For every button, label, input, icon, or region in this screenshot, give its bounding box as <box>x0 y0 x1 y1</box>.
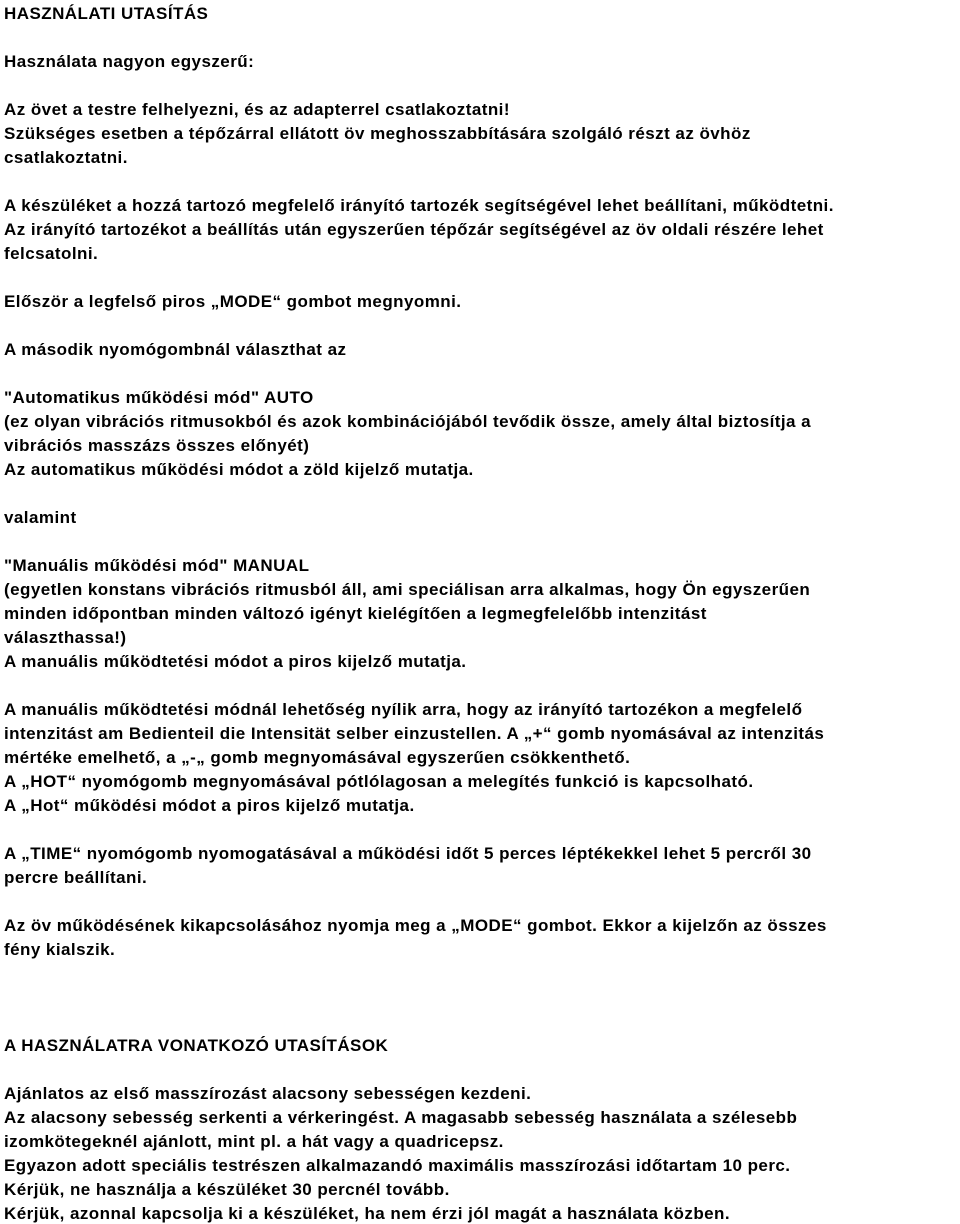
text-line: A készüléket a hozzá tartozó megfelelő irányító tartozék segítségével lehet beállítani, működtetni. <box>4 196 834 215</box>
text-line: Kérjük, ne használja a készüléket 30 percnél tovább. <box>4 1180 450 1199</box>
text-line: csatlakoztatni. <box>4 148 128 167</box>
text-line: "Manuális működési mód" MANUAL <box>4 556 310 575</box>
text-line: A manuális működtetési módot a piros kijelző mutatja. <box>4 652 467 671</box>
text-line: minden időpontban minden változó igényt kielégítően a legmegfelelőbb intenzitást <box>4 604 707 623</box>
text-line: Az öv működésének kikapcsolásához nyomja meg a „MODE“ gombot. Ekkor a kijelzőn az összes <box>4 916 827 935</box>
text-line: Az övet a testre felhelyezni, és az adapterrel csatlakoztatni! <box>4 100 510 119</box>
text-line: (ez olyan vibrációs ritmusokból és azok kombinációjából tevődik össze, amely által biztosítja a <box>4 412 812 431</box>
text-line: Az irányító tartozékot a beállítás után egyszerűen tépőzár segítségével az öv oldali részére lehet <box>4 220 824 239</box>
text-line: A „Hot“ működési módot a piros kijelző mutatja. <box>4 796 415 815</box>
text-line: mértéke emelhető, a „-„ gomb megnyomásával egyszerűen csökkenthető. <box>4 748 631 767</box>
text-line: A manuális működtetési módnál lehetőség nyílik arra, hogy az irányító tartozékon a megfelelő <box>4 700 803 719</box>
text-line: "Automatikus működési mód" AUTO <box>4 388 314 407</box>
text-line: A „HOT“ nyomógomb megnyomásával pótlólagosan a melegítés funkció is kapcsolható. <box>4 772 754 791</box>
text-line: vibrációs masszázs összes előnyét) <box>4 436 310 455</box>
text-line: Először a legfelső piros „MODE“ gombot megnyomni. <box>4 292 462 311</box>
text-line: Az alacsony sebesség serkenti a vérkeringést. A magasabb sebesség használata a szélesebb <box>4 1108 798 1127</box>
text-line: választhassa!) <box>4 628 127 647</box>
text-line: Egyazon adott speciális testrészen alkalmazandó maximális masszírozási időtartam 10 perc. <box>4 1156 791 1175</box>
text-line: Ajánlatos az első masszírozást alacsony sebességen kezdeni. <box>4 1084 532 1103</box>
text-line: Az automatikus működési módot a zöld kijelző mutatja. <box>4 460 474 479</box>
intro-heading: Használata nagyon egyszerű: <box>4 52 255 71</box>
section-heading: A HASZNÁLATRA VONATKOZÓ UTASÍTÁSOK <box>4 1036 389 1055</box>
text-line: Szükséges esetben a tépőzárral ellátott öv meghosszabbítására szolgáló részt az övhöz <box>4 124 751 143</box>
text-line: percre beállítani. <box>4 868 148 887</box>
text-line: Kérjük, azonnal kapcsolja ki a készüléket, ha nem érzi jól magát a használata közben. <box>4 1204 731 1223</box>
text-line: izomkötegeknél ajánlott, mint pl. a hát vagy a quadricepsz. <box>4 1132 504 1151</box>
text-line: fény kialszik. <box>4 940 116 959</box>
text-line: felcsatolni. <box>4 244 99 263</box>
text-line: A második nyomógombnál választhat az <box>4 340 347 359</box>
text-line: A „TIME“ nyomógomb nyomogatásával a működési időt 5 perces léptékekkel lehet 5 percről 30 <box>4 844 812 863</box>
text-line: (egyetlen konstans vibrációs ritmusból áll, ami speciálisan arra alkalmas, hogy Ön egyszerűen <box>4 580 811 599</box>
text-line: intenzitást am Bedienteil die Intensität selber einzustellen. A „+“ gomb nyomásával az intenzitás <box>4 724 825 743</box>
text-line: valamint <box>4 508 77 527</box>
document-title: HASZNÁLATI UTASÍTÁS <box>4 4 209 23</box>
